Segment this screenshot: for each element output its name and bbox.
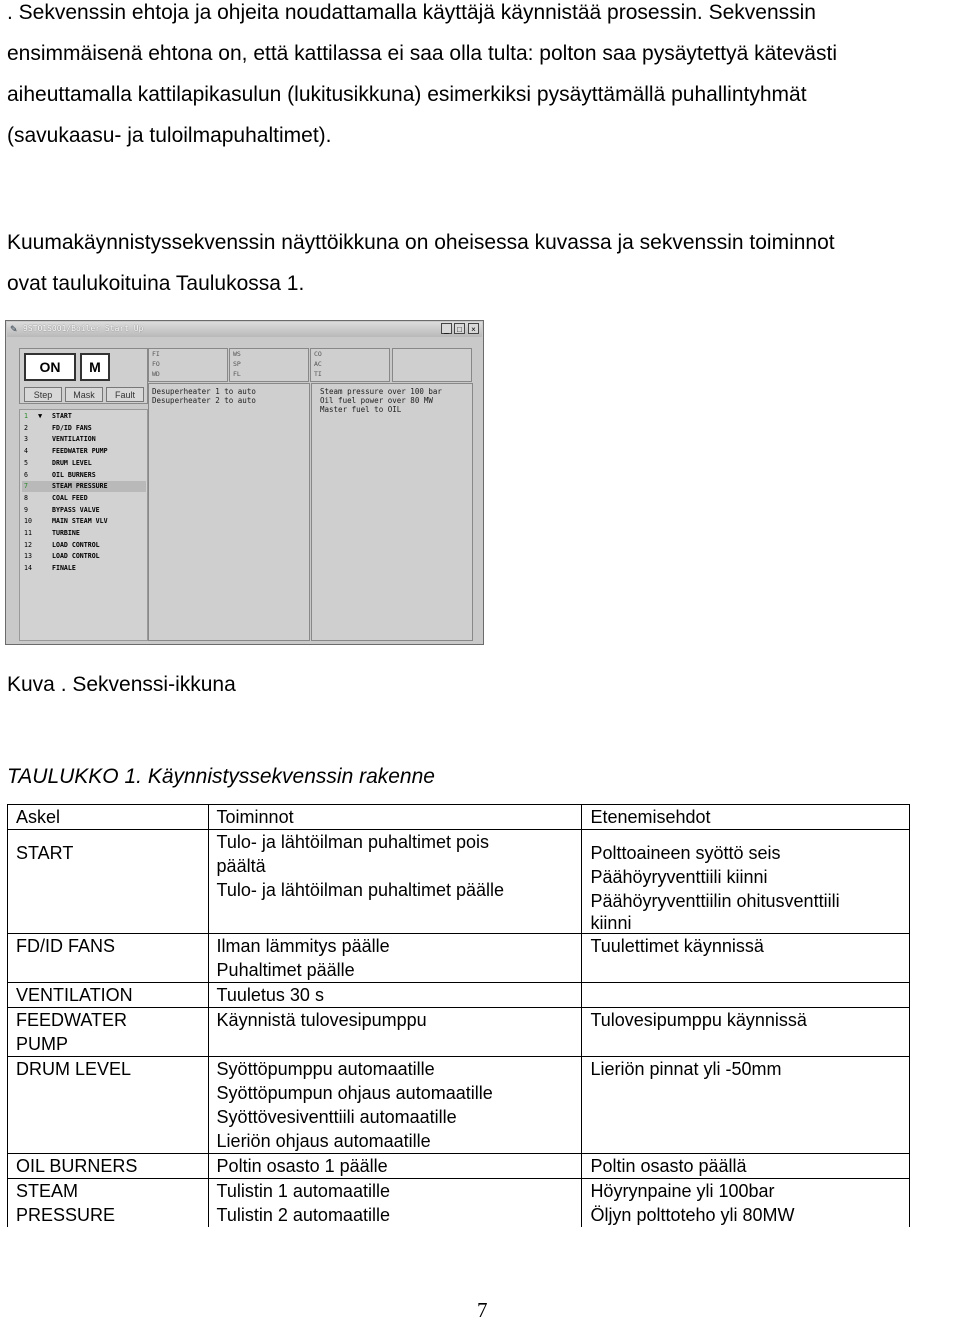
flag-label: FO [152, 360, 160, 368]
second-paragraph [7, 222, 957, 304]
table-title: TAULUKKO 1. Käynnistyssekvenssin rakenne [7, 765, 435, 788]
step-number: 9 [24, 505, 28, 514]
app-icon: ✎ [10, 324, 18, 334]
flag-label: TI [314, 370, 322, 378]
flag-label: FI [152, 350, 160, 358]
flag-label: CO [314, 350, 322, 358]
header-cell: Toiminnot [208, 805, 582, 830]
table-row [8, 983, 910, 1008]
page-number: 7 [477, 1298, 488, 1322]
condition-text: Oil fuel power over 80 MW [320, 396, 433, 405]
step-name: LOAD CONTROL [52, 552, 100, 561]
table-row [8, 830, 910, 934]
step-name: VENTILATION [52, 435, 96, 444]
table-row [8, 934, 910, 983]
minimize-icon[interactable]: _ [441, 323, 452, 334]
step-item[interactable] [22, 423, 146, 434]
step-button[interactable]: Step [24, 387, 62, 402]
cell-line: Öljyn polttoteho yli 80MW [590, 1205, 795, 1225]
flag-label: SP [233, 360, 241, 368]
control-panel [19, 348, 148, 404]
second-line: ovat taulukoituina Taulukossa 1. [7, 272, 305, 295]
cell-line: FD/ID FANS [16, 936, 116, 956]
step-cell [8, 830, 209, 934]
table-row [8, 1179, 910, 1228]
step-cell [8, 934, 209, 983]
condition-text: Steam pressure over 100 bar [320, 387, 442, 396]
cell-line: OIL BURNERS [16, 1156, 138, 1176]
condition-text: Desuperheater 2 to auto [152, 396, 256, 405]
step-number: 4 [24, 447, 28, 456]
conditions-cell [582, 1057, 910, 1154]
cell-line: Syöttövesiventtiili automaatille [216, 1107, 457, 1127]
step-item[interactable] [22, 563, 146, 574]
cell-line: Tulo- ja lähtöilman puhaltimet päälle [216, 880, 505, 900]
cell-line: päältä [216, 856, 266, 876]
step-cell [8, 1179, 209, 1228]
intro-paragraph [7, 0, 957, 156]
m-button[interactable]: M [80, 353, 110, 381]
cell-line: Tulistin 2 automaatille [216, 1205, 390, 1225]
intro-line: . Sekvenssin ehtoja ja ohjeita noudattamalla käyttäjä käynnistää prosessin. Sekvenssin [7, 1, 816, 24]
step-item[interactable] [22, 470, 146, 481]
actions-cell [208, 1179, 582, 1228]
cell-line: Tulovesipumppu käynnissä [590, 1010, 807, 1030]
conditions-cell [582, 1179, 910, 1228]
step-item[interactable] [22, 446, 146, 457]
step-number: 2 [24, 423, 28, 432]
step-name: START [52, 412, 72, 420]
cell-line: Lieriön ohjaus automaatille [216, 1131, 431, 1151]
flag-label: WS [233, 350, 241, 358]
step-item[interactable] [22, 458, 146, 469]
actions-cell [208, 830, 582, 934]
actions-cell [208, 983, 582, 1008]
cell-line: Höyrynpaine yli 100bar [590, 1181, 775, 1201]
cell-line: kiinni [590, 913, 632, 933]
cell-line: Ilman lämmitys päälle [216, 936, 390, 956]
step-number: 10 [24, 517, 32, 526]
actions-cell [208, 1057, 582, 1154]
step-name: TURBINE [52, 529, 80, 537]
step-number: 7 [24, 482, 28, 491]
actions-cell [208, 1154, 582, 1179]
cell-line: Tuulettimet käynnissä [590, 936, 764, 956]
conditions-panel-right [311, 383, 473, 641]
window-titlebar [7, 322, 482, 337]
step-number: 13 [24, 552, 32, 561]
cell-line: PUMP [16, 1034, 69, 1054]
cell-line: Tuuletus 30 s [216, 985, 324, 1005]
cell-line: Lieriön pinnat yli -50mm [590, 1059, 782, 1079]
cell-line: PRESSURE [16, 1205, 116, 1225]
flag-box-3 [310, 348, 390, 382]
cell-line: Tulistin 1 automaatille [216, 1181, 390, 1201]
conditions-cell [582, 1008, 910, 1057]
table-row [8, 1008, 910, 1057]
window-title: 9STO1S001/Boiler Start Up [23, 324, 144, 333]
actions-cell [208, 934, 582, 983]
conditions-cell [582, 934, 910, 983]
cell-line: START [16, 843, 74, 863]
table-header-row [8, 805, 910, 830]
intro-line: ensimmäisenä ehtona on, että kattilassa ei saa olla tulta: polton saa pysäytettyä kätevästi [7, 42, 837, 65]
cell-line: Polttoaineen syöttö seis [590, 843, 781, 863]
cell-line: Poltin osasto 1 päälle [216, 1156, 388, 1176]
fault-button[interactable]: Fault [106, 387, 144, 402]
step-name: LOAD CONTROL [52, 540, 100, 549]
flag-box-2 [229, 348, 309, 382]
step-item[interactable] [22, 516, 146, 527]
conditions-cell [582, 1154, 910, 1179]
cell-line: Päähöyryventtiilin ohitusventtiili [590, 891, 840, 911]
step-name: MAIN STEAM VLV [52, 517, 108, 526]
step-number: 11 [24, 529, 32, 537]
cell-line: DRUM LEVEL [16, 1059, 132, 1079]
step-cell [8, 1057, 209, 1154]
step-item[interactable] [22, 551, 146, 562]
sequence-window [5, 320, 484, 645]
table-row [8, 1057, 910, 1154]
header-cell: Askel [8, 805, 209, 830]
step-name: FD/ID FANS [52, 423, 92, 432]
flag-box-4 [392, 348, 472, 382]
step-number: 1 [24, 412, 28, 420]
step-number: 8 [24, 493, 28, 502]
step-item[interactable] [22, 540, 146, 551]
step-name: STEAM PRESSURE [52, 482, 108, 491]
header-cell: Etenemisehdot [582, 805, 910, 830]
flag-label: AC [314, 360, 322, 368]
cell-line: VENTILATION [16, 985, 133, 1005]
cell-line: FEEDWATER [16, 1010, 127, 1030]
on-button[interactable]: ON [24, 353, 76, 381]
step-number: 5 [24, 458, 28, 467]
step-cell [8, 1154, 209, 1179]
flag-label: FL [233, 370, 241, 378]
second-line: Kuumakäynnistyssekvenssin näyttöikkuna on oheisessa kuvassa ja sekvenssin toiminnot [7, 231, 835, 254]
step-name: BYPASS VALVE [52, 505, 100, 514]
step-name: OIL BURNERS [52, 470, 96, 479]
cell-line: STEAM [16, 1181, 79, 1201]
cell-line: Päähöyryventtiili kiinni [590, 867, 768, 887]
triangle-down-icon: ▼ [38, 412, 43, 420]
cell-line: Käynnistä tulovesipumppu [216, 1010, 427, 1030]
flag-label: WD [152, 370, 160, 378]
step-name: FINALE [52, 564, 76, 573]
cell-line: Tulo- ja lähtöilman puhaltimet pois [216, 832, 490, 852]
cell-line: Poltin osasto päällä [590, 1156, 747, 1176]
step-item[interactable] [22, 528, 146, 539]
step-item[interactable] [22, 505, 146, 516]
step-item[interactable] [22, 411, 146, 422]
step-item-selected[interactable] [22, 481, 146, 492]
step-number: 3 [24, 435, 28, 444]
conditions-cell [582, 983, 910, 1008]
step-list [19, 409, 148, 641]
step-cell [8, 983, 209, 1008]
intro-line: (savukaasu- ja tuloilmapuhaltimet). [7, 124, 332, 147]
step-name: DRUM LEVEL [52, 458, 92, 467]
conditions-panel-left [148, 383, 310, 641]
step-item[interactable] [22, 493, 146, 504]
intro-line: aiheuttamalla kattilapikasulun (lukitusikkuna) esimerkiksi pysäyttämällä puhallintyhmät [7, 83, 807, 106]
table-row [8, 1154, 910, 1179]
step-name: COAL FEED [52, 493, 88, 502]
sequence-table [7, 804, 910, 1227]
figure-caption: Kuva . Sekvenssi-ikkuna [7, 673, 236, 696]
condition-text: Master fuel to OIL [320, 405, 402, 414]
step-number: 12 [24, 540, 32, 549]
cell-line: Syöttöpumppu automaatille [216, 1059, 435, 1079]
step-number: 6 [24, 470, 28, 479]
flag-box-1 [148, 348, 228, 382]
close-icon[interactable]: × [468, 323, 479, 334]
step-cell [8, 1008, 209, 1057]
actions-cell [208, 1008, 582, 1057]
step-name: FEEDWATER PUMP [52, 447, 108, 456]
conditions-cell [582, 830, 910, 934]
maximize-icon[interactable]: □ [454, 323, 465, 334]
mask-button[interactable]: Mask [65, 387, 103, 402]
cell-line [590, 830, 901, 841]
cell-line: Syöttöpumpun ohjaus automaatille [216, 1083, 493, 1103]
step-item[interactable] [22, 434, 146, 445]
condition-text: Desuperheater 1 to auto [152, 387, 256, 396]
step-number: 14 [24, 564, 32, 573]
cell-line: Puhaltimet päälle [216, 960, 355, 980]
